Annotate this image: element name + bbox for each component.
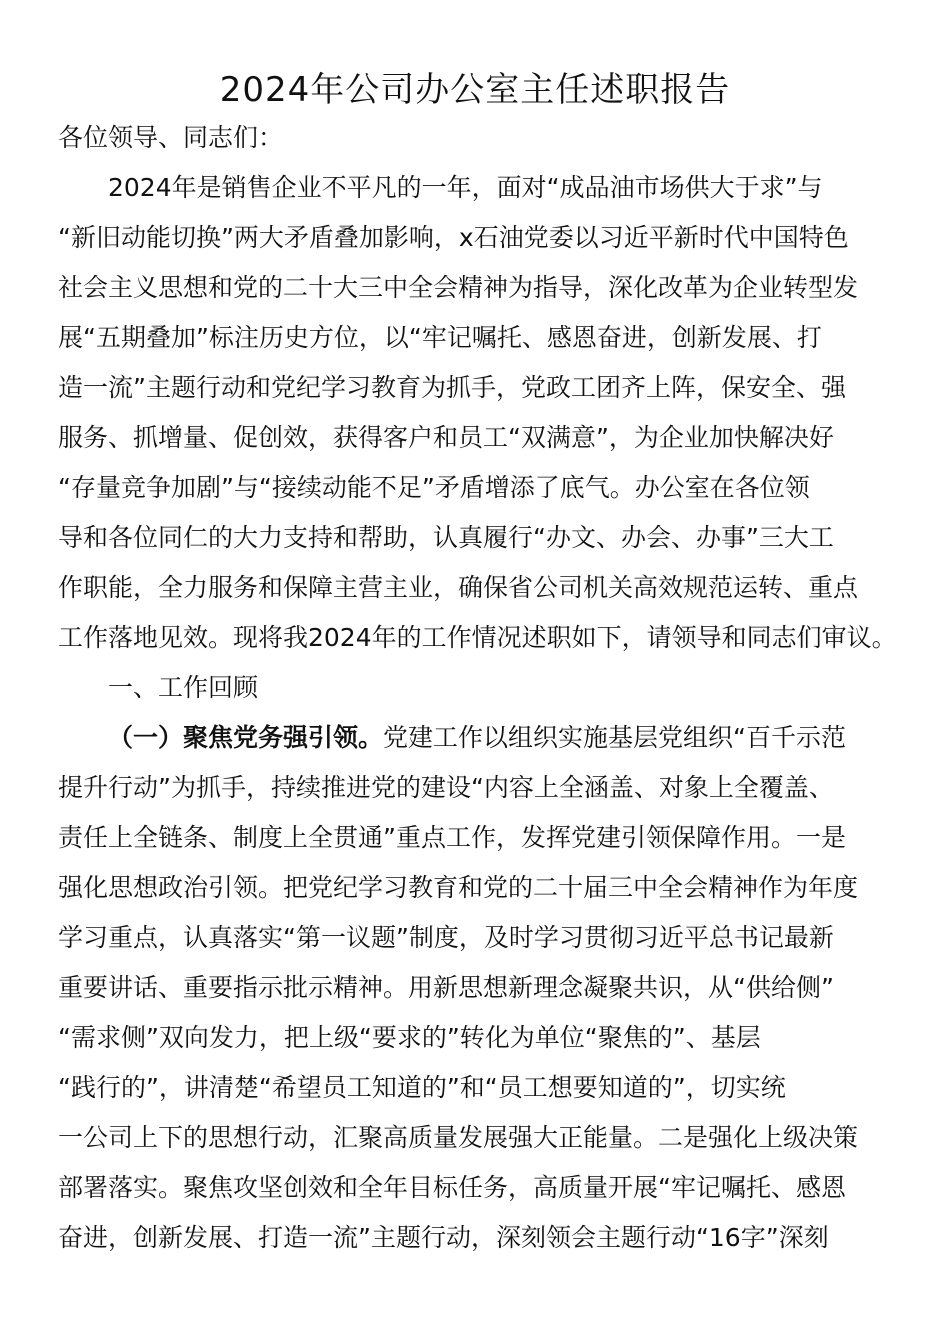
paragraph-line: 责任上全链条、制度上全贯通”重点工作，发挥党建引领保障作用。一是 <box>58 823 846 852</box>
paragraph-line: 奋进，创新发展、打造一流”主题行动，深刻领会主题行动“16字”深刻 <box>58 1223 829 1252</box>
paragraph-line: 强化思想政治引领。把党纪学习教育和党的二十届三中全会精神作为年度 <box>58 873 859 902</box>
paragraph-line: “新旧动能切换”两大矛盾叠加影响，x石油党委以习近平新时代中国特色 <box>58 223 849 252</box>
paragraph-line: “践行的”，讲清楚“希望员工知道的”和“员工想要知道的”，切实统 <box>58 1073 786 1102</box>
paragraph-line: 社会主义思想和党的二十大三中全会精神为指导，深化改革为企业转型发 <box>58 273 859 302</box>
paragraph-line: 一公司上下的思想行动，汇聚高质量发展强大正能量。二是强化上级决策 <box>58 1123 859 1152</box>
paragraph-line: “存量竞争加剧”与“接续动能不足”矛盾增添了底气。办公室在各位领 <box>58 473 810 502</box>
paragraph-line: “需求侧”双向发力，把上级“要求的”转化为单位“聚焦的”、基层 <box>58 1023 761 1052</box>
section-heading: 一、工作回顾 <box>108 673 259 702</box>
paragraph-line: 导和各位同仁的大力支持和帮助，认真履行“办文、办会、办事”三大工 <box>58 523 834 552</box>
subheading-line <box>108 713 948 763</box>
paragraph-line: 工作落地见效。现将我2024年的工作情况述职如下，请领导和同志们审议。 <box>58 623 897 652</box>
salutation: 各位领导、同志们： <box>58 123 284 152</box>
document-title: 2024年公司办公室主任述职报告 <box>219 70 731 110</box>
subheading-text: 党建工作以组织实施基层党组织“百千示范 <box>383 723 846 752</box>
paragraph-line: 展“五期叠加”标注历史方位，以“牢记嘱托、感恩奋进，创新发展、打 <box>58 323 822 352</box>
paragraph-line: 学习重点，认真落实“第一议题”制度，及时学习贯彻习近平总书记最新 <box>58 923 834 952</box>
paragraph-line: 服务、抓增量、促创效，获得客户和员工“双满意”，为企业加快解决好 <box>58 423 834 452</box>
paragraph-line: 2024年是销售企业不平凡的一年，面对“成品油市场供大于求”与 <box>108 173 823 202</box>
paragraph-line: 作职能，全力服务和保障主营主业，确保省公司机关高效规范运转、重点 <box>58 573 859 602</box>
paragraph-line: 重要讲话、重要指示批示精神。用新思想新理念凝聚共识，从“供给侧” <box>58 973 834 1002</box>
subheading-bold: （一）聚焦党务强引领。 <box>108 723 384 752</box>
paragraph-line: 造一流”主题行动和党纪学习教育为抓手，党政工团齐上阵，保安全、强 <box>58 373 846 402</box>
paragraph-line: 部署落实。聚焦攻坚创效和全年目标任务，高质量开展“牢记嘱托、感恩 <box>58 1173 846 1202</box>
paragraph-line: 提升行动”为抓手，持续推进党的建设“内容上全涵盖、对象上全覆盖、 <box>58 773 834 802</box>
